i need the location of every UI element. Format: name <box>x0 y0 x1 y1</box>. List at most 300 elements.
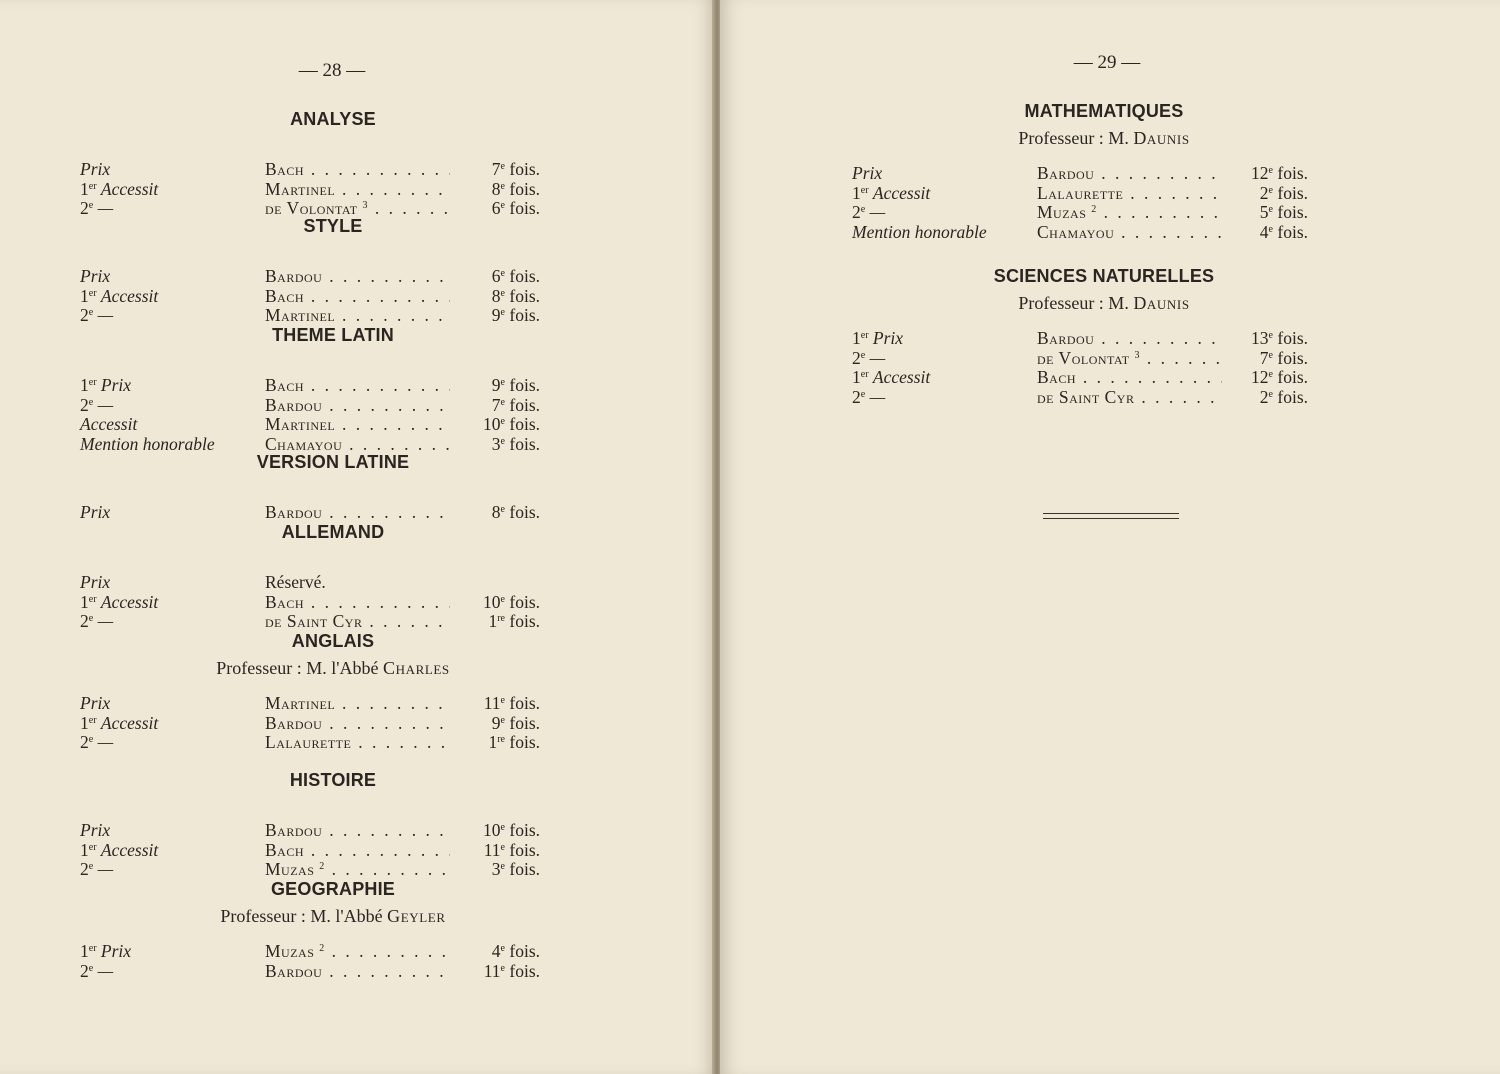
prize-label <box>80 942 131 962</box>
times-count <box>1228 388 1308 408</box>
count-number: 7 <box>491 159 501 179</box>
times-count <box>460 860 540 880</box>
student-name <box>265 714 450 734</box>
closing-double-rule <box>1043 513 1179 519</box>
prize-list <box>842 329 1318 407</box>
professor-name: Geyler <box>387 906 446 926</box>
student-name-text: Bardou <box>1037 329 1095 348</box>
rank-number: 2 <box>852 202 861 222</box>
prize-label <box>852 388 885 408</box>
student-name-text: Muzas <box>265 942 315 961</box>
times-count <box>460 396 540 416</box>
count-number: 2 <box>1259 386 1269 407</box>
professor-line <box>83 904 583 928</box>
count-suffix: e <box>500 180 505 192</box>
prize-section <box>842 100 1318 242</box>
prize-label <box>852 184 930 204</box>
fois-word: fois. <box>1277 163 1308 183</box>
rank-suffix: e <box>860 204 866 215</box>
count-number: 11 <box>483 693 501 713</box>
prize-name: Mention honorable <box>852 221 987 242</box>
fois-word: fois. <box>1277 221 1308 242</box>
times-count <box>460 180 540 200</box>
count-number: 3 <box>491 433 501 454</box>
prize-label <box>852 349 885 369</box>
prize-label <box>80 612 113 632</box>
count-number: 5 <box>1259 202 1269 222</box>
count-number: 3 <box>491 859 501 879</box>
student-name <box>265 573 450 593</box>
prize-name: Accessit <box>100 285 159 306</box>
student-name-text: Chamayou <box>1037 222 1115 242</box>
count-number: 10 <box>483 591 501 612</box>
prize-section <box>70 108 550 219</box>
prize-section <box>70 630 550 753</box>
prize-row <box>70 267 550 287</box>
count-number: 6 <box>491 198 501 218</box>
prize-list <box>70 942 550 981</box>
student-name-text: Bardou <box>265 961 323 981</box>
rank-number: 2 <box>80 859 89 879</box>
times-count <box>460 841 540 861</box>
prize-label <box>80 714 158 734</box>
student-name-text: Lalaurette <box>265 733 352 752</box>
fois-word: fois. <box>509 960 540 981</box>
section-title: THEME LATIN <box>272 325 394 345</box>
student-name <box>1037 388 1222 408</box>
student-name <box>265 612 450 632</box>
prize-list <box>70 694 550 753</box>
fois-word: fois. <box>509 305 540 325</box>
prize-name: Prix <box>80 266 111 286</box>
fois-word: fois. <box>509 591 540 612</box>
professor-name: Daunis <box>1133 128 1190 148</box>
prize-row <box>70 821 550 841</box>
prize-name: Prix <box>100 941 132 961</box>
rank-suffix: er <box>860 184 869 196</box>
times-count <box>460 733 540 753</box>
fois-word: fois. <box>509 394 540 415</box>
fois-word: fois. <box>509 693 540 713</box>
student-name-text: Bach <box>265 286 305 306</box>
prize-label <box>80 180 158 200</box>
prize-row <box>842 184 1318 204</box>
fois-word: fois. <box>509 375 540 395</box>
rank-number: 1 <box>80 941 89 961</box>
student-name-text: de Volontat <box>1037 348 1130 368</box>
prize-name: Prix <box>80 502 111 522</box>
student-name <box>265 306 450 326</box>
rank-number: 1 <box>80 591 89 612</box>
rank-number: 2 <box>852 386 861 407</box>
prize-label <box>80 821 110 841</box>
student-name-text: Martinel <box>265 179 336 199</box>
rank-number: 1 <box>852 182 861 203</box>
student-name <box>265 503 450 523</box>
student-name <box>265 376 450 396</box>
count-number: 9 <box>491 305 501 325</box>
rank-number: 2 <box>80 198 89 218</box>
student-name-text: Lalaurette <box>1037 183 1124 203</box>
prize-section <box>842 265 1318 407</box>
prize-list <box>70 267 550 326</box>
times-count <box>460 821 540 841</box>
student-name-text: Martinel <box>265 694 336 713</box>
section-title: STYLE <box>303 216 363 236</box>
fois-word: fois. <box>509 839 540 860</box>
fois-word: fois. <box>509 198 540 218</box>
prize-name: — <box>97 305 114 325</box>
prize-name: Prix <box>80 159 111 179</box>
count-suffix: e <box>1268 165 1273 176</box>
prize-name: — <box>97 960 114 981</box>
times-count <box>1228 203 1308 223</box>
prize-row <box>70 287 550 307</box>
rank-number: 1 <box>80 712 89 733</box>
prize-name: — <box>97 394 114 415</box>
times-count <box>460 267 540 287</box>
page-number-28: — 28 — <box>298 60 366 81</box>
prize-name: — <box>869 202 886 222</box>
rank-suffix: er <box>88 287 97 299</box>
student-name-text: Bach <box>265 592 305 612</box>
rank-number: 2 <box>80 732 89 752</box>
prize-list <box>70 573 550 632</box>
count-suffix: e <box>500 943 505 954</box>
section-title: ANALYSE <box>290 109 376 129</box>
section-title: SCIENCES NATURELLES <box>993 266 1215 286</box>
times-count <box>460 503 540 523</box>
times-count <box>1228 184 1308 204</box>
footnote-marker: 2 <box>319 943 325 954</box>
prize-name: Prix <box>872 328 904 348</box>
times-count <box>460 942 540 962</box>
professor-line <box>83 656 583 680</box>
prize-name: Accessit <box>80 414 138 434</box>
times-count <box>1228 368 1308 388</box>
prize-row <box>70 694 550 714</box>
prize-label <box>80 306 113 326</box>
prize-label <box>80 860 113 880</box>
fois-word: fois. <box>1277 328 1308 348</box>
count-number: 4 <box>491 941 501 961</box>
prize-row <box>842 388 1318 408</box>
student-name <box>265 415 450 435</box>
count-number: 2 <box>1259 182 1269 203</box>
prize-row <box>70 841 550 861</box>
prize-row <box>842 349 1318 369</box>
rank-suffix: er <box>88 841 97 853</box>
prize-label <box>80 376 131 396</box>
fois-word: fois. <box>1277 386 1308 407</box>
rank-suffix: e <box>88 613 94 624</box>
count-number: 4 <box>1259 221 1269 242</box>
times-count <box>460 376 540 396</box>
fois-word: fois. <box>1277 347 1308 368</box>
prize-label <box>80 287 158 307</box>
prize-name: Accessit <box>100 178 159 199</box>
student-name <box>1037 223 1222 243</box>
rank-number: 2 <box>80 611 89 631</box>
prize-section <box>70 521 550 632</box>
student-name <box>265 396 450 416</box>
count-suffix: e <box>500 435 505 447</box>
prize-row <box>70 376 550 396</box>
prize-list <box>70 503 550 523</box>
student-name <box>265 593 450 613</box>
prize-name: Accessit <box>100 712 159 733</box>
count-suffix: e <box>500 861 505 872</box>
count-suffix: e <box>500 593 505 605</box>
count-suffix: e <box>500 714 505 726</box>
count-suffix: e <box>500 962 505 974</box>
student-name-text: Bardou <box>265 713 323 733</box>
student-name <box>265 694 450 714</box>
student-name <box>265 180 450 200</box>
prize-name: Prix <box>80 693 111 713</box>
student-name-text: Bach <box>265 840 305 860</box>
student-name-text: Bach <box>265 160 305 179</box>
count-number: 10 <box>483 820 501 840</box>
rank-number: 1 <box>852 367 861 387</box>
count-suffix: e <box>500 504 505 515</box>
rank-number: 1 <box>80 178 89 199</box>
prize-row <box>70 962 550 982</box>
count-suffix: e <box>500 161 505 172</box>
rank-number: 1 <box>852 328 861 348</box>
section-title: VERSION LATINE <box>256 452 410 472</box>
prize-row <box>842 368 1318 388</box>
fois-word: fois. <box>509 159 540 179</box>
section-title: HISTOIRE <box>289 770 377 790</box>
prize-label <box>80 962 113 982</box>
student-name <box>265 287 450 307</box>
count-number: 8 <box>491 178 501 199</box>
count-suffix: e <box>1268 349 1273 361</box>
prize-row <box>70 593 550 613</box>
fois-word: fois. <box>509 712 540 733</box>
student-name <box>1037 368 1222 388</box>
count-suffix: e <box>500 695 505 706</box>
count-suffix: e <box>500 396 505 408</box>
prize-row <box>842 223 1318 243</box>
prize-row <box>70 942 550 962</box>
times-count <box>1228 223 1308 243</box>
count-number: 8 <box>491 502 501 522</box>
student-name <box>1037 329 1222 349</box>
prize-row <box>70 306 550 326</box>
prize-label <box>80 593 158 613</box>
student-name-text: Martinel <box>265 415 336 434</box>
student-name <box>1037 184 1222 204</box>
prize-label <box>80 733 113 753</box>
student-name-text: Bardou <box>265 821 323 840</box>
fois-word: fois. <box>1277 202 1308 222</box>
footnote-marker: 2 <box>1091 204 1097 215</box>
prize-label <box>80 160 110 180</box>
professor-prefix: Professeur : M. <box>1018 293 1129 313</box>
prize-name: — <box>97 732 114 752</box>
rank-number: 2 <box>80 960 89 981</box>
student-name <box>1037 203 1222 223</box>
footnote-marker: 2 <box>319 861 325 872</box>
times-count <box>460 962 540 982</box>
student-name <box>265 860 450 880</box>
rank-suffix: er <box>88 943 97 954</box>
professor-prefix: Professeur : M. l'Abbé <box>220 906 383 926</box>
count-number: 1 <box>488 732 498 752</box>
rank-suffix: e <box>88 962 94 974</box>
fois-word: fois. <box>509 820 540 840</box>
professor-line <box>854 126 1354 150</box>
student-name-text: Bardou <box>265 503 323 522</box>
times-count <box>460 593 540 613</box>
fois-word: fois. <box>1277 182 1308 203</box>
rank-suffix: e <box>88 734 94 745</box>
prize-name: Accessit <box>872 367 931 387</box>
prize-row <box>842 203 1318 223</box>
student-name-text: Bach <box>265 376 305 395</box>
rank-suffix: e <box>860 349 866 361</box>
times-count <box>1228 329 1308 349</box>
prize-name: Prix <box>80 820 111 840</box>
prize-section <box>70 769 550 880</box>
count-number: 9 <box>491 712 501 733</box>
prize-label <box>80 503 110 523</box>
prize-name: — <box>97 198 114 218</box>
prize-list <box>70 376 550 454</box>
count-suffix: e <box>1268 330 1273 341</box>
times-count <box>460 306 540 326</box>
fois-word: fois. <box>509 266 540 286</box>
section-title: MATHEMATIQUES <box>1024 101 1184 121</box>
count-number: 8 <box>491 285 501 306</box>
student-name-text: Chamayou <box>265 434 343 454</box>
prize-section <box>70 878 550 981</box>
count-number: 9 <box>491 375 501 395</box>
prize-list <box>70 821 550 880</box>
fois-word: fois. <box>509 611 540 631</box>
fois-word: fois. <box>509 178 540 199</box>
rank-number: 1 <box>80 375 89 395</box>
prize-label <box>852 368 930 388</box>
rank-suffix: e <box>88 396 94 408</box>
fois-word: fois. <box>509 941 540 961</box>
times-count <box>460 287 540 307</box>
times-count <box>460 612 540 632</box>
count-suffix: e <box>500 822 505 833</box>
page-number-29: — 29 — <box>1073 52 1141 73</box>
rank-suffix: e <box>88 861 94 872</box>
prize-name: — <box>97 859 114 879</box>
prize-label <box>852 329 903 349</box>
student-name <box>265 267 450 287</box>
student-name-text: Bardou <box>265 267 323 286</box>
count-suffix: e <box>1268 223 1273 235</box>
count-suffix: e <box>1268 184 1273 196</box>
count-number: 12 <box>1251 163 1269 183</box>
student-name <box>265 841 450 861</box>
count-number: 13 <box>1251 328 1269 348</box>
student-name <box>265 821 450 841</box>
fois-word: fois. <box>509 433 540 454</box>
rank-suffix: er <box>88 180 97 192</box>
rank-suffix: er <box>88 714 97 726</box>
student-name-text: Bach <box>1037 368 1077 387</box>
prize-label <box>80 573 110 593</box>
prize-row <box>70 573 550 593</box>
times-count <box>460 714 540 734</box>
rank-number: 1 <box>80 285 89 306</box>
count-suffix: e <box>500 377 505 388</box>
prize-label <box>80 396 113 416</box>
student-name-text: Muzas <box>265 860 315 879</box>
prize-row <box>842 329 1318 349</box>
student-name <box>1037 164 1222 184</box>
count-suffix: e <box>1268 388 1273 400</box>
prize-name: Prix <box>852 163 883 183</box>
prize-section <box>70 451 550 523</box>
prize-name: Mention honorable <box>80 433 215 454</box>
times-count <box>460 694 540 714</box>
times-count <box>460 160 540 180</box>
student-name-text: Bardou <box>1037 164 1095 183</box>
prize-name: — <box>869 386 886 407</box>
count-suffix: e <box>1268 204 1273 215</box>
prize-list <box>70 160 550 219</box>
prize-row <box>70 160 550 180</box>
prize-list <box>842 164 1318 242</box>
section-title: GEOGRAPHIE <box>270 879 396 899</box>
prize-label <box>80 841 158 861</box>
student-name <box>1037 349 1222 369</box>
prize-row <box>70 180 550 200</box>
count-number: 7 <box>1259 347 1269 368</box>
rank-number: 2 <box>852 347 861 368</box>
prize-name: — <box>869 347 886 368</box>
rank-suffix: er <box>88 377 97 388</box>
footnote-marker: 3 <box>1134 349 1140 361</box>
times-count <box>1228 164 1308 184</box>
rank-suffix: er <box>860 369 869 380</box>
prize-label <box>852 223 987 243</box>
count-suffix: e <box>500 200 505 211</box>
rank-number: 2 <box>80 394 89 415</box>
fois-word: fois. <box>509 732 540 752</box>
count-suffix: e <box>500 416 505 427</box>
count-suffix: e <box>500 268 505 279</box>
rank-suffix: e <box>88 307 94 318</box>
fois-word: fois. <box>509 414 540 434</box>
prize-row <box>70 503 550 523</box>
prize-row <box>70 733 550 753</box>
prize-label <box>80 415 137 435</box>
prize-name: Accessit <box>100 839 159 860</box>
footnote-marker: 3 <box>362 200 368 211</box>
prize-label <box>80 694 110 714</box>
prize-row <box>842 164 1318 184</box>
count-number: 6 <box>491 266 501 286</box>
fois-word: fois. <box>1277 367 1308 387</box>
student-name-text: Réservé. <box>265 573 326 592</box>
professor-prefix: Professeur : M. l'Abbé <box>216 658 379 678</box>
prize-name: Prix <box>80 572 111 592</box>
fois-word: fois. <box>509 859 540 879</box>
student-name-text: Muzas <box>1037 203 1087 222</box>
student-name-text: de Saint Cyr <box>265 612 363 631</box>
rank-number: 1 <box>80 839 89 860</box>
rank-number: 2 <box>80 305 89 325</box>
